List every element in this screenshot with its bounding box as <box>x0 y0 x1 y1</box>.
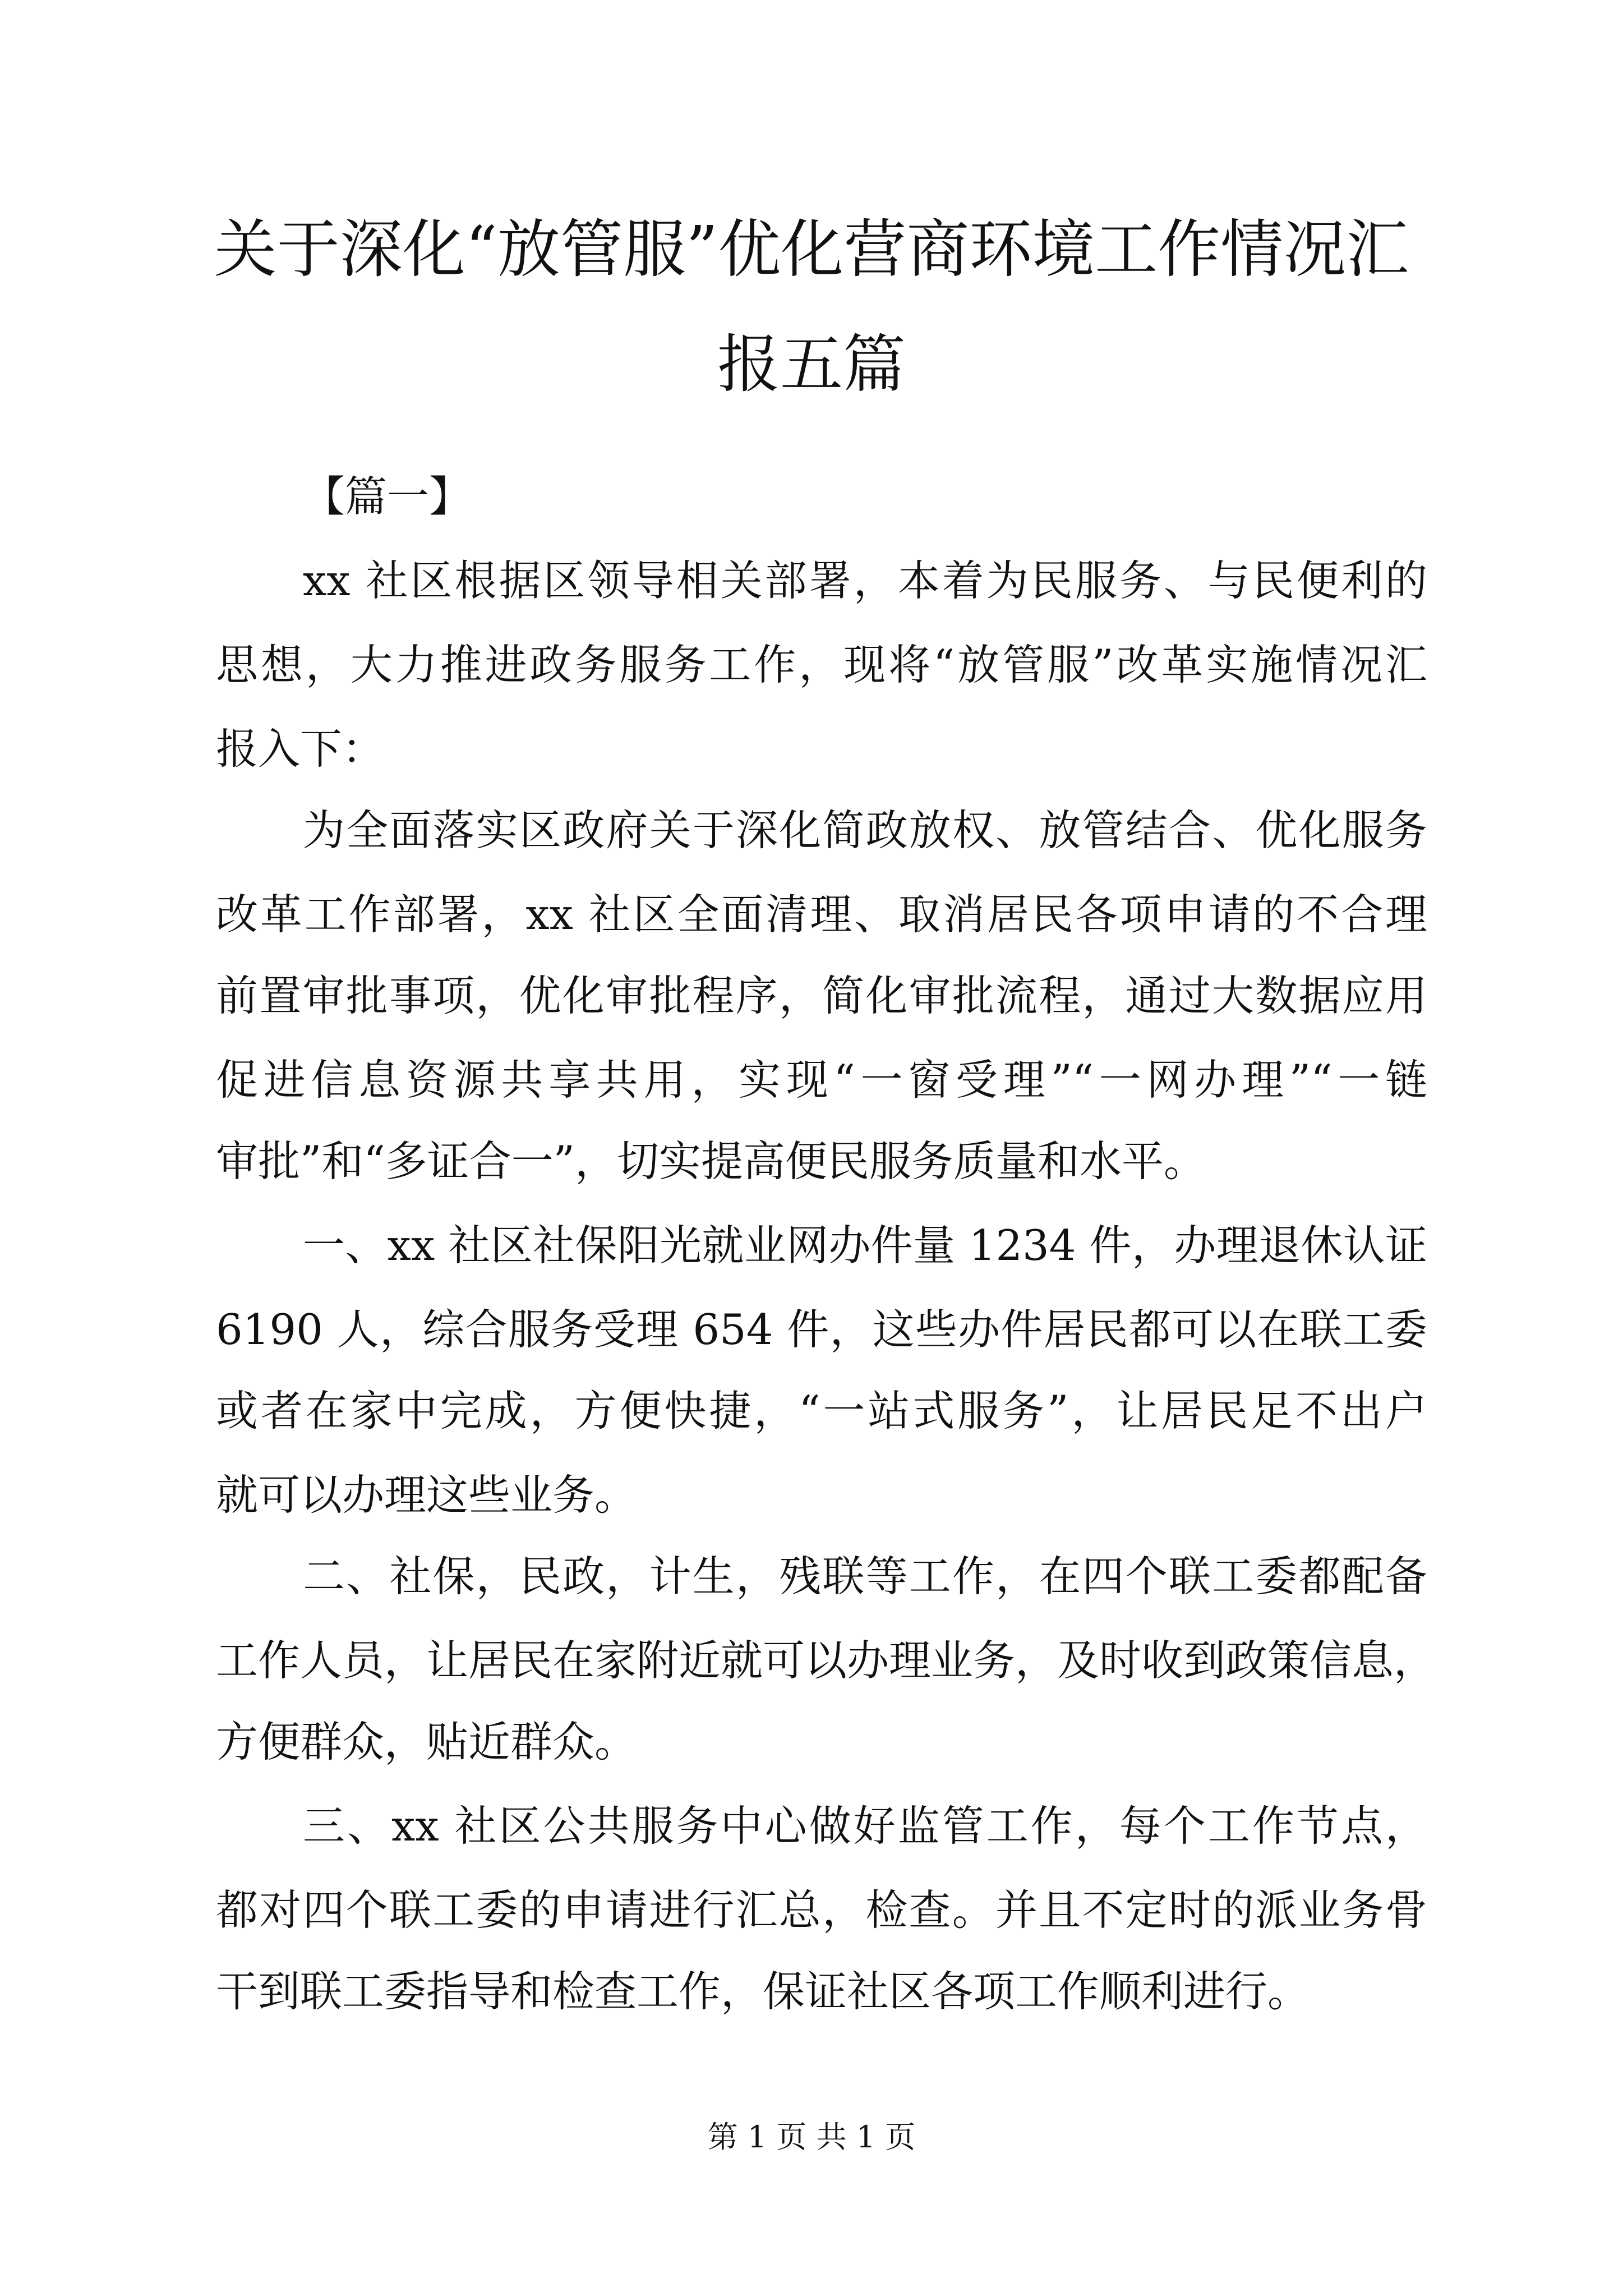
page-number-footer: 第 1 页 共 1 页 <box>707 2119 916 2155</box>
paragraph-5-line-3: 干到联工委指导和检查工作，保证社区各项工作顺利进行。 <box>216 1967 1310 2016</box>
paragraph-4-line-3: 方便群众，贴近群众。 <box>216 1717 637 1766</box>
paragraph-4-line-1: 二、社保，民政，计生，残联等工作，在四个联工委都配备 <box>303 1552 1427 1601</box>
paragraph-3-line-1: 一、xx 社区社保阳光就业网办件量 1234 件，办理退休认证 <box>303 1221 1427 1270</box>
paragraph-3-line-4: 就可以办理这些业务。 <box>216 1470 637 1520</box>
paragraph-4-line-2: 工作人员，让居民在家附近就可以办理业务，及时收到政策信息， <box>216 1636 1436 1685</box>
paragraph-3-line-2: 6190 人，综合服务受理 654 件，这些办件居民都可以在联工委 <box>216 1305 1427 1354</box>
paragraph-5-line-1: 三、xx 社区公共服务中心做好监管工作，每个工作节点， <box>303 1801 1427 1851</box>
paragraph-1-line-1: xx 社区根据区领导相关部署，本着为民服务、与民便利的 <box>303 556 1427 605</box>
paragraph-2-line-2: 改革工作部署，xx 社区全面清理、取消居民各项申请的不合理 <box>216 890 1427 939</box>
paragraph-2-line-1: 为全面落实区政府关于深化简政放权、放管结合、优化服务 <box>303 806 1427 855</box>
paragraph-2-line-5: 审批”和“多证合一”，切实提高便民服务质量和水平。 <box>216 1137 1206 1186</box>
paragraph-1-line-3: 报入下： <box>216 724 385 774</box>
paragraph-2-line-3: 前置审批事项，优化审批程序，简化审批流程，通过大数据应用 <box>216 971 1427 1020</box>
paragraph-5-line-2: 都对四个联工委的申请进行汇总，检查。并且不定时的派业务骨 <box>216 1885 1427 1935</box>
section-label: 【篇一】 <box>303 472 472 521</box>
document-title-line-2: 报五篇 <box>717 328 906 401</box>
paragraph-1-line-2: 思想，大力推进政务服务工作，现将“放管服”改革实施情况汇 <box>216 640 1427 689</box>
paragraph-3-line-3: 或者在家中完成，方便快捷，“一站式服务”，让居民足不出户 <box>216 1386 1427 1435</box>
paragraph-2-line-4: 促进信息资源共享共用，实现“一窗受理”“一网办理”“一链 <box>216 1055 1427 1105</box>
document-title-line-1: 关于深化“放管服”优化营商环境工作情况汇 <box>214 213 1409 286</box>
